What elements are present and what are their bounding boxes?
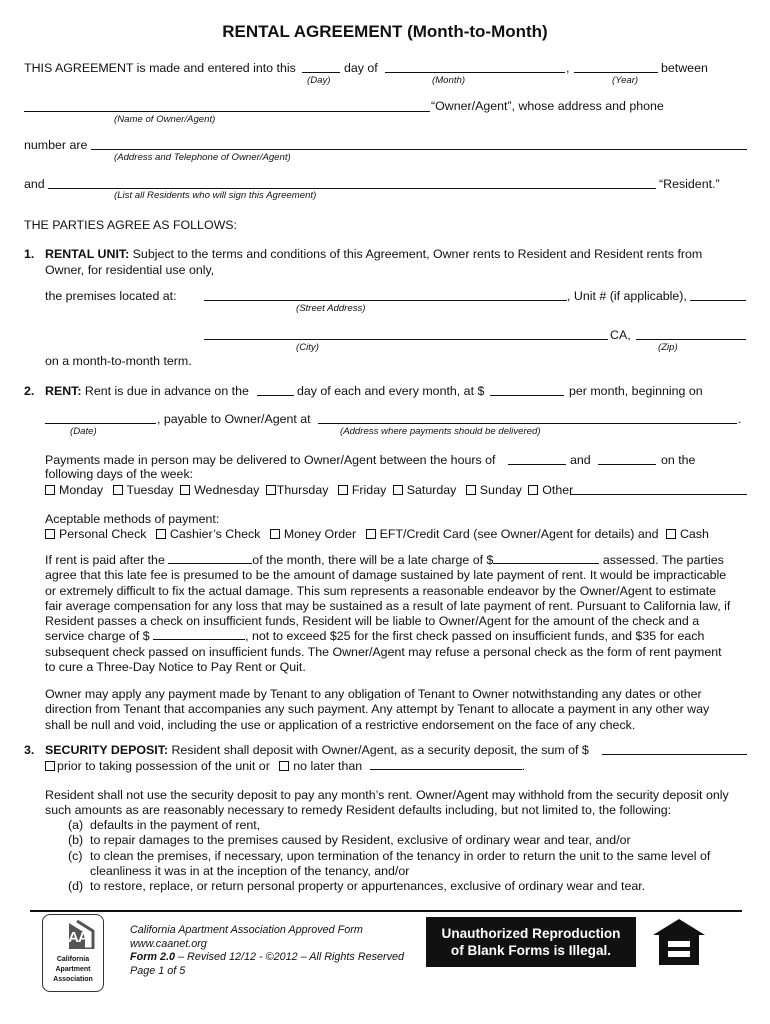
owner-address-caption: (Address and Telephone of Owner/Agent) bbox=[114, 152, 291, 163]
checkbox[interactable] bbox=[528, 485, 538, 495]
footer-divider bbox=[30, 910, 742, 912]
section-text: per month, beginning on bbox=[569, 384, 703, 398]
section-text: on a month-to-month term. bbox=[45, 354, 192, 368]
payment-address-caption: (Address where payments should be delivered) bbox=[340, 426, 541, 437]
rent-amount-field[interactable] bbox=[490, 395, 564, 396]
residents-field[interactable] bbox=[48, 188, 656, 189]
reproduction-warning: Unauthorized Reproduction of Blank Forms is Illegal. bbox=[426, 917, 636, 967]
rent-start-date-field[interactable] bbox=[45, 423, 156, 424]
month-field[interactable] bbox=[385, 72, 565, 73]
section-text: on the bbox=[661, 453, 696, 467]
section-text: Subject to the terms and conditions of this Agreement, Owner rents to Resident and Resident rents from bbox=[129, 247, 703, 261]
document-title: RENTAL AGREEMENT (Month-to-Month) bbox=[222, 22, 548, 41]
zip-caption: (Zip) bbox=[658, 342, 678, 353]
list-item: (b) to repair damages to the premises caused by Resident, exclusive of ordinary wear and tear, and/or bbox=[68, 833, 631, 848]
intro-comma: , bbox=[566, 61, 570, 75]
checkbox[interactable] bbox=[366, 529, 376, 539]
city-field[interactable] bbox=[204, 339, 608, 340]
days-checkbox-row bbox=[45, 483, 573, 497]
section-text: Aceptable methods of payment: bbox=[45, 512, 220, 526]
checkbox[interactable] bbox=[45, 761, 55, 771]
section-number: 1. bbox=[24, 247, 35, 261]
owner-address-field[interactable] bbox=[91, 149, 747, 150]
section-number: 2. bbox=[24, 384, 35, 398]
residents-caption: (List all Residents who will sign this Agreement) bbox=[114, 190, 317, 201]
deposit-items-list bbox=[68, 818, 710, 894]
list-item: (a) defaults in the payment of rent, bbox=[68, 818, 261, 832]
city-caption: (City) bbox=[296, 342, 319, 353]
list-item: (d) to restore, replace, or return personal property or appurtenances, exclusive of ordinary wear and tear. bbox=[68, 879, 646, 894]
section-text: Owner, for residential use only, bbox=[45, 263, 215, 277]
method-eft-credit-card[interactable]: EFT/Credit Card (see Owner/Agent for details) and bbox=[366, 527, 659, 541]
list-item: cleanliness it was in at the inception of the tenancy, and/or bbox=[90, 863, 410, 878]
method-cash[interactable]: Cash bbox=[666, 527, 709, 541]
checkbox[interactable] bbox=[45, 485, 55, 495]
month-caption: (Month) bbox=[432, 75, 466, 86]
method-money-order[interactable]: Money Order bbox=[270, 527, 356, 541]
checkbox[interactable] bbox=[266, 485, 276, 495]
year-field[interactable] bbox=[574, 72, 658, 73]
section-heading: SECURITY DEPOSIT: bbox=[45, 743, 169, 757]
section-3-text bbox=[45, 743, 589, 757]
intro-text: and bbox=[24, 177, 45, 191]
option-prior-to-possession[interactable]: prior to taking possession of the unit or bbox=[45, 759, 270, 773]
section-text: , payable to Owner/Agent at bbox=[157, 412, 311, 426]
section-text: Payments made in person may be delivered to Owner/Agent between the hours of bbox=[45, 453, 496, 467]
year-caption: (Year) bbox=[612, 75, 639, 86]
day-other[interactable]: Other bbox=[528, 483, 573, 497]
checkbox[interactable] bbox=[338, 485, 348, 495]
intro-text: number are bbox=[24, 138, 88, 152]
late-day-field[interactable] bbox=[168, 553, 252, 564]
section-text: Rent is due in advance on the bbox=[81, 384, 249, 398]
day-monday[interactable]: Monday bbox=[45, 483, 103, 497]
hours-from-field[interactable] bbox=[508, 464, 566, 465]
section-2-text bbox=[45, 384, 249, 398]
section-text: , Unit # (if applicable), bbox=[567, 289, 687, 303]
deposit-timing-row: prior to taking possession of the unit or no later than . bbox=[45, 759, 525, 773]
equal-housing-icon bbox=[651, 917, 707, 967]
checkbox[interactable] bbox=[666, 529, 676, 539]
checkbox[interactable] bbox=[393, 485, 403, 495]
section-text: CA, bbox=[610, 328, 631, 342]
day-saturday[interactable]: Saturday bbox=[393, 483, 457, 497]
form-info: California Apartment Association Approved Form www.caanet.org Form 2.0 – Revised 12/12 - ©2012 – All Rights Reserved Page 1 of 5 bbox=[130, 924, 405, 977]
checkbox[interactable] bbox=[466, 485, 476, 495]
method-cashiers-check[interactable]: Cashier’s Check bbox=[156, 527, 260, 541]
day-tuesday[interactable]: Tuesday bbox=[113, 483, 174, 497]
logo-mark-text: CAA bbox=[58, 929, 88, 946]
day-sunday[interactable]: Sunday bbox=[466, 483, 522, 497]
day-wednesday[interactable]: Wednesday bbox=[180, 483, 259, 497]
intro-text: “Resident.” bbox=[659, 177, 720, 191]
late-charge-paragraph: If rent is paid after the of the month, there will be a late charge of $ assessed. The parties agree that this late fee is presumed to be the amount of damage sustained by late payment of rent. It would be impracticable or extremely difficult to fix the actual damage. This sum represents a reasonable endeavor by the Owner/Agent to estimate fair average compensation for any loss that may be sustained as a result of late payment of rent. Pursuant to California law, if Resident passes a check on insufficient funds, Resident will be liable to Owner/Agent for the amount of the check and a service charge of $ , not to exceed $25 for the first check passed on insufficient funds, and $35 for each subsequent check passed on insufficient funds. The Owner/Agent may refuse a personal check as the form of rent payment to cure a Three-Day Notice to Pay Rent or Quit. bbox=[45, 553, 731, 675]
checkbox[interactable] bbox=[180, 485, 190, 495]
section-text: and bbox=[570, 453, 591, 467]
list-item: (c) to clean the premises, if necessary, upon termination of the tenancy in order to return the unit to the same level of bbox=[68, 848, 711, 863]
unit-number-field[interactable] bbox=[690, 300, 746, 301]
intro-text: between bbox=[661, 61, 708, 75]
checkbox[interactable] bbox=[113, 485, 123, 495]
intro-text: day of bbox=[344, 61, 378, 75]
caa-logo bbox=[42, 914, 104, 992]
section-text: day of each and every month, at $ bbox=[297, 384, 485, 398]
street-caption: (Street Address) bbox=[296, 303, 366, 314]
late-charge-field[interactable] bbox=[493, 553, 599, 564]
option-no-later-than[interactable]: no later than bbox=[279, 759, 362, 773]
intro-text: THIS AGREEMENT is made and entered into this bbox=[24, 61, 296, 75]
section-text: the premises located at: bbox=[45, 289, 177, 303]
security-deposit-paragraph: Resident shall not use the security deposit to pay any month’s rent. Owner/Agent may withhold from the security deposit only such amounts as are reasonably necessary to remedy Resident defaults including, but not limited to, the following: bbox=[45, 788, 729, 818]
payment-application-paragraph: Owner may apply any payment made by Tenant to any obligation of Tenant to Owner notwithstanding any dates or other direction from Tenant that accompanies any such payment. Any attempt by Tenant to allocate a payment in any other way shall be null and void, including the use or application of a restrictive endorsement on the face of any check. bbox=[45, 687, 710, 732]
parties-heading: THE PARTIES AGREE AS FOLLOWS: bbox=[24, 218, 237, 232]
checkbox[interactable] bbox=[279, 761, 289, 771]
checkbox[interactable] bbox=[270, 529, 280, 539]
zip-field[interactable] bbox=[636, 339, 746, 340]
service-charge-field[interactable] bbox=[153, 629, 245, 640]
deposit-date-field[interactable] bbox=[370, 759, 522, 770]
owner-name-field[interactable] bbox=[24, 111, 430, 112]
payment-methods-row bbox=[45, 527, 709, 541]
section-heading: RENTAL UNIT: bbox=[45, 247, 130, 261]
section-heading: RENT: bbox=[45, 384, 82, 398]
other-days-field[interactable] bbox=[570, 494, 747, 495]
day-caption: (Day) bbox=[307, 75, 331, 86]
date-caption: (Date) bbox=[70, 426, 97, 437]
section-text: following days of the week: bbox=[45, 467, 194, 481]
section-number: 3. bbox=[24, 743, 35, 757]
section-text: Resident shall deposit with Owner/Agent, as a security deposit, the sum of $ bbox=[168, 743, 589, 757]
logo-text: California Apartment Association bbox=[53, 956, 93, 983]
hours-to-field[interactable] bbox=[598, 464, 656, 465]
checkbox[interactable] bbox=[45, 529, 55, 539]
street-address-field[interactable] bbox=[204, 300, 567, 301]
rent-due-day-field[interactable] bbox=[257, 395, 294, 396]
payment-address-field[interactable] bbox=[318, 423, 737, 424]
intro-text: “Owner/Agent”, whose address and phone bbox=[431, 99, 664, 113]
day-friday[interactable]: Friday bbox=[338, 483, 386, 497]
section-text: . bbox=[738, 412, 742, 426]
method-personal-check[interactable]: Personal Check bbox=[45, 527, 146, 541]
security-deposit-amount-field[interactable] bbox=[602, 754, 747, 755]
section-1-text bbox=[45, 247, 702, 261]
day-field[interactable] bbox=[302, 72, 340, 73]
owner-name-caption: (Name of Owner/Agent) bbox=[114, 114, 216, 125]
day-thursday[interactable]: Thursday bbox=[266, 483, 329, 497]
checkbox[interactable] bbox=[156, 529, 166, 539]
